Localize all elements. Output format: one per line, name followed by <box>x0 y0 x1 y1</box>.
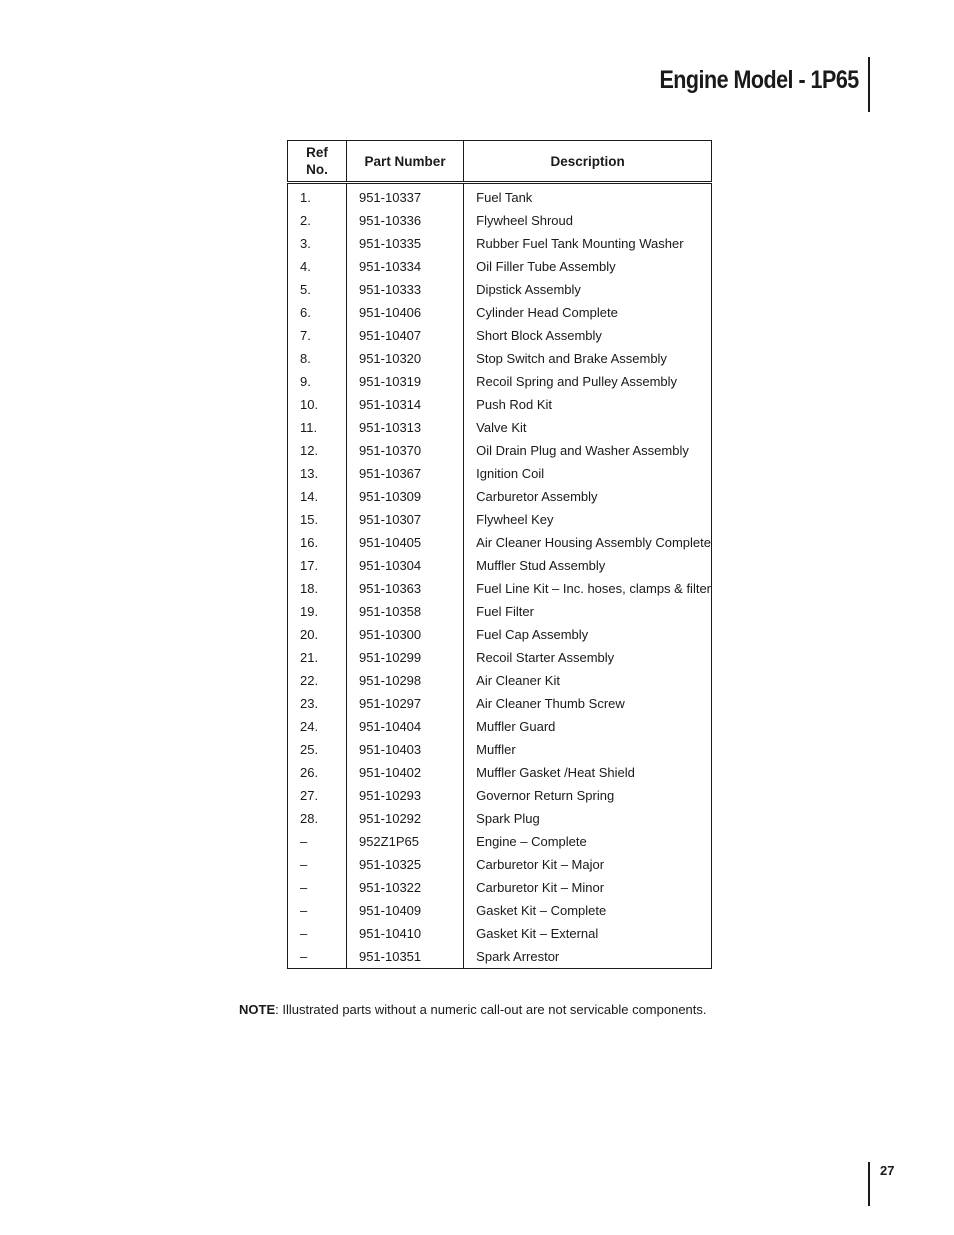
table-row <box>288 278 712 301</box>
table-row <box>288 301 712 324</box>
ref-no-cell: 8. <box>288 347 347 370</box>
description-cell: Muffler Guard <box>464 715 712 738</box>
part-number-cell: 951-10363 <box>346 577 463 600</box>
page-number: 27 <box>880 1163 895 1178</box>
table-row <box>288 784 712 807</box>
part-number-cell: 951-10309 <box>346 485 463 508</box>
parts-table-body <box>288 183 712 969</box>
description-cell: Oil Drain Plug and Washer Assembly <box>464 439 712 462</box>
table-row <box>288 922 712 945</box>
part-number-cell: 951-10407 <box>346 324 463 347</box>
part-number-cell: 951-10322 <box>346 876 463 899</box>
table-row <box>288 600 712 623</box>
table-row <box>288 439 712 462</box>
title-rule <box>868 57 870 112</box>
footnote <box>239 1002 707 1017</box>
description-cell: Fuel Tank <box>464 183 712 210</box>
description-cell: Flywheel Shroud <box>464 209 712 232</box>
ref-no-cell: 10. <box>288 393 347 416</box>
part-number-cell: 951-10300 <box>346 623 463 646</box>
note-text: : Illustrated parts without a numeric call-out are not servicable components. <box>275 1002 707 1017</box>
description-cell: Gasket Kit – Complete <box>464 899 712 922</box>
description-cell: Stop Switch and Brake Assembly <box>464 347 712 370</box>
part-number-cell: 951-10314 <box>346 393 463 416</box>
description-cell: Recoil Starter Assembly <box>464 646 712 669</box>
page-number-rule <box>868 1162 870 1206</box>
part-number-cell: 951-10298 <box>346 669 463 692</box>
column-header-ref-label: Ref No. <box>306 145 328 177</box>
part-number-cell: 951-10320 <box>346 347 463 370</box>
part-number-cell: 951-10358 <box>346 600 463 623</box>
table-row <box>288 183 712 210</box>
part-number-cell: 951-10402 <box>346 761 463 784</box>
ref-no-cell: 16. <box>288 531 347 554</box>
table-row <box>288 577 712 600</box>
page-title: Engine Model - 1P65 <box>659 66 859 94</box>
ref-no-cell: – <box>288 876 347 899</box>
ref-no-cell: 28. <box>288 807 347 830</box>
description-cell: Flywheel Key <box>464 508 712 531</box>
ref-no-cell: 23. <box>288 692 347 715</box>
description-cell: Air Cleaner Thumb Screw <box>464 692 712 715</box>
description-cell: Short Block Assembly <box>464 324 712 347</box>
description-cell: Valve Kit <box>464 416 712 439</box>
table-row <box>288 324 712 347</box>
description-cell: Rubber Fuel Tank Mounting Washer <box>464 232 712 255</box>
ref-no-cell: 17. <box>288 554 347 577</box>
ref-no-cell: 4. <box>288 255 347 278</box>
description-cell: Carburetor Kit – Major <box>464 853 712 876</box>
ref-no-cell: 1. <box>288 183 347 210</box>
column-header-part-number: Part Number <box>346 141 463 183</box>
description-cell: Carburetor Kit – Minor <box>464 876 712 899</box>
description-cell: Fuel Cap Assembly <box>464 623 712 646</box>
part-number-cell: 951-10319 <box>346 370 463 393</box>
description-cell: Dipstick Assembly <box>464 278 712 301</box>
part-number-cell: 951-10404 <box>346 715 463 738</box>
description-cell: Carburetor Assembly <box>464 485 712 508</box>
table-row <box>288 692 712 715</box>
part-number-cell: 951-10333 <box>346 278 463 301</box>
ref-no-cell: 19. <box>288 600 347 623</box>
table-row <box>288 232 712 255</box>
column-header-ref <box>288 141 347 183</box>
ref-no-cell: 13. <box>288 462 347 485</box>
ref-no-cell: 27. <box>288 784 347 807</box>
description-cell: Muffler <box>464 738 712 761</box>
ref-no-cell: 15. <box>288 508 347 531</box>
table-row <box>288 853 712 876</box>
ref-no-cell: – <box>288 853 347 876</box>
ref-no-cell: 2. <box>288 209 347 232</box>
part-number-cell: 951-10313 <box>346 416 463 439</box>
table-row <box>288 646 712 669</box>
ref-no-cell: 11. <box>288 416 347 439</box>
description-cell: Oil Filler Tube Assembly <box>464 255 712 278</box>
ref-no-cell: 22. <box>288 669 347 692</box>
ref-no-cell: – <box>288 830 347 853</box>
part-number-cell: 951-10409 <box>346 899 463 922</box>
description-cell: Gasket Kit – External <box>464 922 712 945</box>
table-row <box>288 807 712 830</box>
part-number-cell: 951-10335 <box>346 232 463 255</box>
table-row <box>288 715 712 738</box>
table-row <box>288 393 712 416</box>
description-cell: Muffler Gasket /Heat Shield <box>464 761 712 784</box>
table-row <box>288 255 712 278</box>
table-row <box>288 462 712 485</box>
part-number-cell: 951-10410 <box>346 922 463 945</box>
part-number-cell: 951-10297 <box>346 692 463 715</box>
ref-no-cell: 5. <box>288 278 347 301</box>
ref-no-cell: – <box>288 945 347 969</box>
table-row <box>288 347 712 370</box>
ref-no-cell: 14. <box>288 485 347 508</box>
table-row <box>288 485 712 508</box>
part-number-cell: 951-10307 <box>346 508 463 531</box>
ref-no-cell: 21. <box>288 646 347 669</box>
part-number-cell: 951-10299 <box>346 646 463 669</box>
table-row <box>288 830 712 853</box>
part-number-cell: 951-10293 <box>346 784 463 807</box>
ref-no-cell: 26. <box>288 761 347 784</box>
ref-no-cell: 12. <box>288 439 347 462</box>
description-cell: Ignition Coil <box>464 462 712 485</box>
table-row <box>288 554 712 577</box>
ref-no-cell: 24. <box>288 715 347 738</box>
ref-no-cell: 18. <box>288 577 347 600</box>
table-row <box>288 416 712 439</box>
table-row <box>288 945 712 969</box>
table-row <box>288 209 712 232</box>
ref-no-cell: 6. <box>288 301 347 324</box>
description-cell: Governor Return Spring <box>464 784 712 807</box>
description-cell: Recoil Spring and Pulley Assembly <box>464 370 712 393</box>
table-row <box>288 669 712 692</box>
table-row <box>288 370 712 393</box>
table-row <box>288 623 712 646</box>
table-row <box>288 899 712 922</box>
part-number-cell: 952Z1P65 <box>346 830 463 853</box>
part-number-cell: 951-10334 <box>346 255 463 278</box>
description-cell: Spark Plug <box>464 807 712 830</box>
ref-no-cell: 3. <box>288 232 347 255</box>
part-number-cell: 951-10337 <box>346 183 463 210</box>
description-cell: Muffler Stud Assembly <box>464 554 712 577</box>
ref-no-cell: – <box>288 922 347 945</box>
part-number-cell: 951-10292 <box>346 807 463 830</box>
part-number-cell: 951-10403 <box>346 738 463 761</box>
table-row <box>288 531 712 554</box>
ref-no-cell: 25. <box>288 738 347 761</box>
part-number-cell: 951-10370 <box>346 439 463 462</box>
description-cell: Air Cleaner Housing Assembly Complete <box>464 531 712 554</box>
table-row <box>288 508 712 531</box>
part-number-cell: 951-10405 <box>346 531 463 554</box>
part-number-cell: 951-10351 <box>346 945 463 969</box>
description-cell: Spark Arrestor <box>464 945 712 969</box>
column-header-description: Description <box>464 141 712 183</box>
ref-no-cell: 20. <box>288 623 347 646</box>
part-number-cell: 951-10325 <box>346 853 463 876</box>
part-number-cell: 951-10336 <box>346 209 463 232</box>
description-cell: Cylinder Head Complete <box>464 301 712 324</box>
description-cell: Fuel Filter <box>464 600 712 623</box>
part-number-cell: 951-10304 <box>346 554 463 577</box>
note-label: NOTE <box>239 1002 276 1017</box>
description-cell: Push Rod Kit <box>464 393 712 416</box>
table-row <box>288 761 712 784</box>
ref-no-cell: 7. <box>288 324 347 347</box>
description-cell: Air Cleaner Kit <box>464 669 712 692</box>
description-cell: Fuel Line Kit – Inc. hoses, clamps & filter <box>464 577 712 600</box>
table-row <box>288 738 712 761</box>
table-row <box>288 876 712 899</box>
part-number-cell: 951-10367 <box>346 462 463 485</box>
parts-table <box>287 140 712 969</box>
table-header-row <box>288 141 712 183</box>
ref-no-cell: – <box>288 899 347 922</box>
description-cell: Engine – Complete <box>464 830 712 853</box>
part-number-cell: 951-10406 <box>346 301 463 324</box>
ref-no-cell: 9. <box>288 370 347 393</box>
